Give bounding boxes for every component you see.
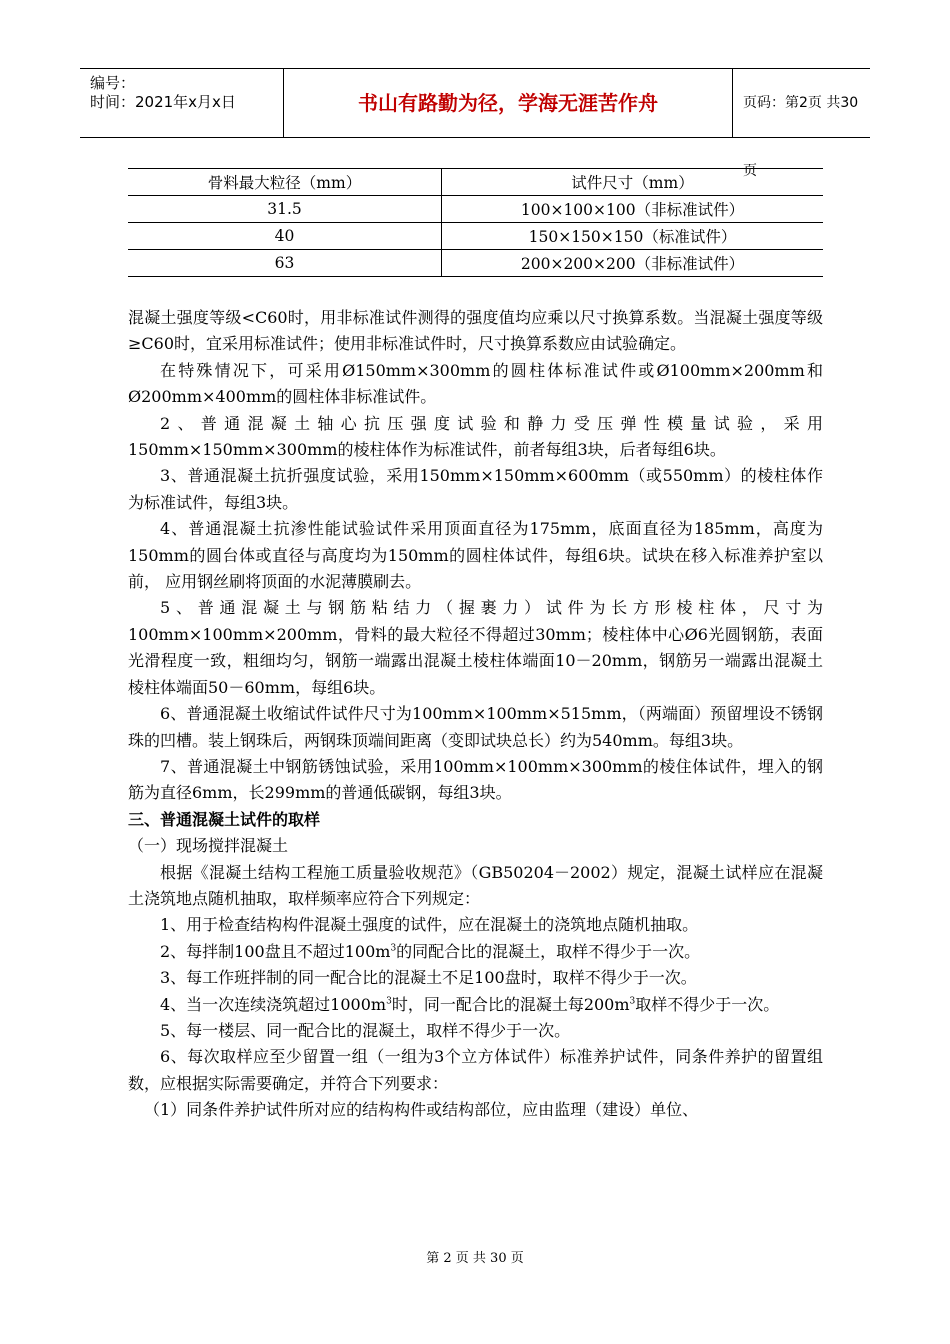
- paragraph: 2、普通混凝土轴心抗压强度试验和静力受压弹性模量试验，采用150mm×150mm×300mm的棱柱体作为标准试件，前者每组3块，后者每组6块。: [128, 413, 823, 460]
- table-cell: 40: [128, 223, 442, 250]
- table-cell: 100×100×100（非标准试件）: [442, 196, 824, 223]
- table-cell: 150×150×150（标准试件）: [442, 223, 824, 250]
- subsection-heading: （一）现场搅拌混凝土: [128, 836, 289, 856]
- paragraph: 5、每一楼层、同一配合比的混凝土，取样不得少于一次。: [160, 1020, 571, 1040]
- table-row: [128, 196, 823, 223]
- paragraph: 6、普通混凝土收缩试件试件尺寸为100mm×100mm×515mm，（两端面）预留埋设不锈钢珠的凹槽。装上钢珠后，两钢珠顶端间距离（变即试块总长）约为540mm。每组3块。: [128, 704, 823, 750]
- table-cell: 200×200×200（非标准试件）: [442, 250, 824, 277]
- paragraph: 1、用于检查结构构件混凝土强度的试件，应在混凝土的浇筑地点随机抽取。: [160, 915, 699, 935]
- paragraph: 7、普通混凝土中钢筋锈蚀试验，采用100mm×100mm×300mm的棱住体试件，埋入的钢筋为直径6mm，长299mm的普通低碳钢，每组3块。: [128, 756, 823, 803]
- superscript: 3: [390, 943, 397, 954]
- section-heading: 三、普通混凝土试件的取样: [128, 809, 321, 829]
- paragraph: 3、普通混凝土抗折强度试验，采用150mm×150mm×600mm（或550mm）的棱柱体作为标准试件，每组3块。: [128, 466, 823, 512]
- paragraph: （1）同条件养护试件所对应的结构构件或结构部位，应由监理（建设）单位、: [144, 1100, 699, 1120]
- paragraph: 3、每工作班拌制的同一配合比的混凝土不足100盘时，取样不得少于一次。: [160, 968, 697, 988]
- page-footer: 第 2 页 共 30 页: [426, 1251, 524, 1266]
- paragraph: [128, 939, 823, 965]
- header-meta: [80, 69, 284, 137]
- table-row: [128, 250, 823, 277]
- paragraph: 5、普通混凝土与钢筋粘结力（握裹力）试件为长方形棱柱体，尺寸为100mm×100mm×200mm，骨料的最大粒径不得超过30mm；棱柱体中心Ø6光圆钢筋，表面光滑程度一致，粗细均匀，钢筋一端露出混凝土棱柱体端面10－20mm，钢筋另一端露出混凝土棱柱体端面50－60mm，每组6块。: [128, 598, 823, 697]
- paragraph: 4、普通混凝土抗渗性能试验试件采用顶面直径为175mm，底面直径为185mm，高度为150mm的圆台体或直径与高度均为150mm的圆柱体试件，每组6块。试块在移入标准养护室以前， 应用钢丝刷将顶面的水泥薄膜刷去。: [128, 519, 823, 592]
- table-row: [128, 223, 823, 250]
- paragraph: 混凝土强度等级<C60时，用非标准试件测得的强度值均应乘以尺寸换算系数。当混凝土强度等级≥C60时，宜采用标准试件；使用非标准试件时，尺寸换算系数应由试验确定。: [128, 308, 823, 354]
- text-run: 2、每拌制100盘且不超过100m: [160, 941, 391, 961]
- superscript: 3: [629, 996, 636, 1007]
- time-label: 时间：2021年x月x日: [90, 93, 236, 111]
- number-label: 编号：: [90, 74, 136, 92]
- table-cell: 63: [128, 250, 442, 277]
- paragraph: 在特殊情况下，可采用Ø150mm×300mm的圆柱体标准试件或Ø100mm×200mm和Ø200mm×400mm的圆柱体非标准试件。: [128, 360, 823, 407]
- text-run: 时，同一配合比的混凝土每200m: [391, 994, 630, 1014]
- table-header-cell: 试件尺寸（mm）: [442, 169, 824, 196]
- paragraph: 根据《混凝土结构工程施工质量验收规范》（GB50204－2002）规定，混凝土试样应在混凝土浇筑地点随机抽取，取样频率应符合下列规定：: [128, 862, 823, 908]
- table-cell: 31.5: [128, 196, 442, 223]
- header-page-info: 页码：第2页 共30页: [743, 95, 859, 179]
- body-text: [128, 305, 823, 1124]
- header-motto: 书山有路勤为径，学海无涯苦作舟: [284, 69, 733, 137]
- text-run: 的同配合比的混凝土，取样不得少于一次。: [396, 941, 701, 961]
- page-header: [80, 68, 870, 179]
- text-run: 4、当一次连续浇筑超过1000m: [160, 994, 387, 1014]
- paragraph: 6、每次取样应至少留置一组（一组为3个立方体试件）标准养护试件，同条件养护的留置组数，应根据实际需要确定，并符合下列要求：: [128, 1047, 823, 1093]
- table-header-row: [128, 169, 823, 196]
- text-run: 取样不得少于一次。: [635, 994, 780, 1014]
- specimen-size-table: [128, 168, 823, 277]
- table-header-cell: 骨料最大粒径（mm）: [128, 169, 442, 196]
- paragraph: [128, 992, 823, 1018]
- superscript: 3: [386, 996, 392, 1007]
